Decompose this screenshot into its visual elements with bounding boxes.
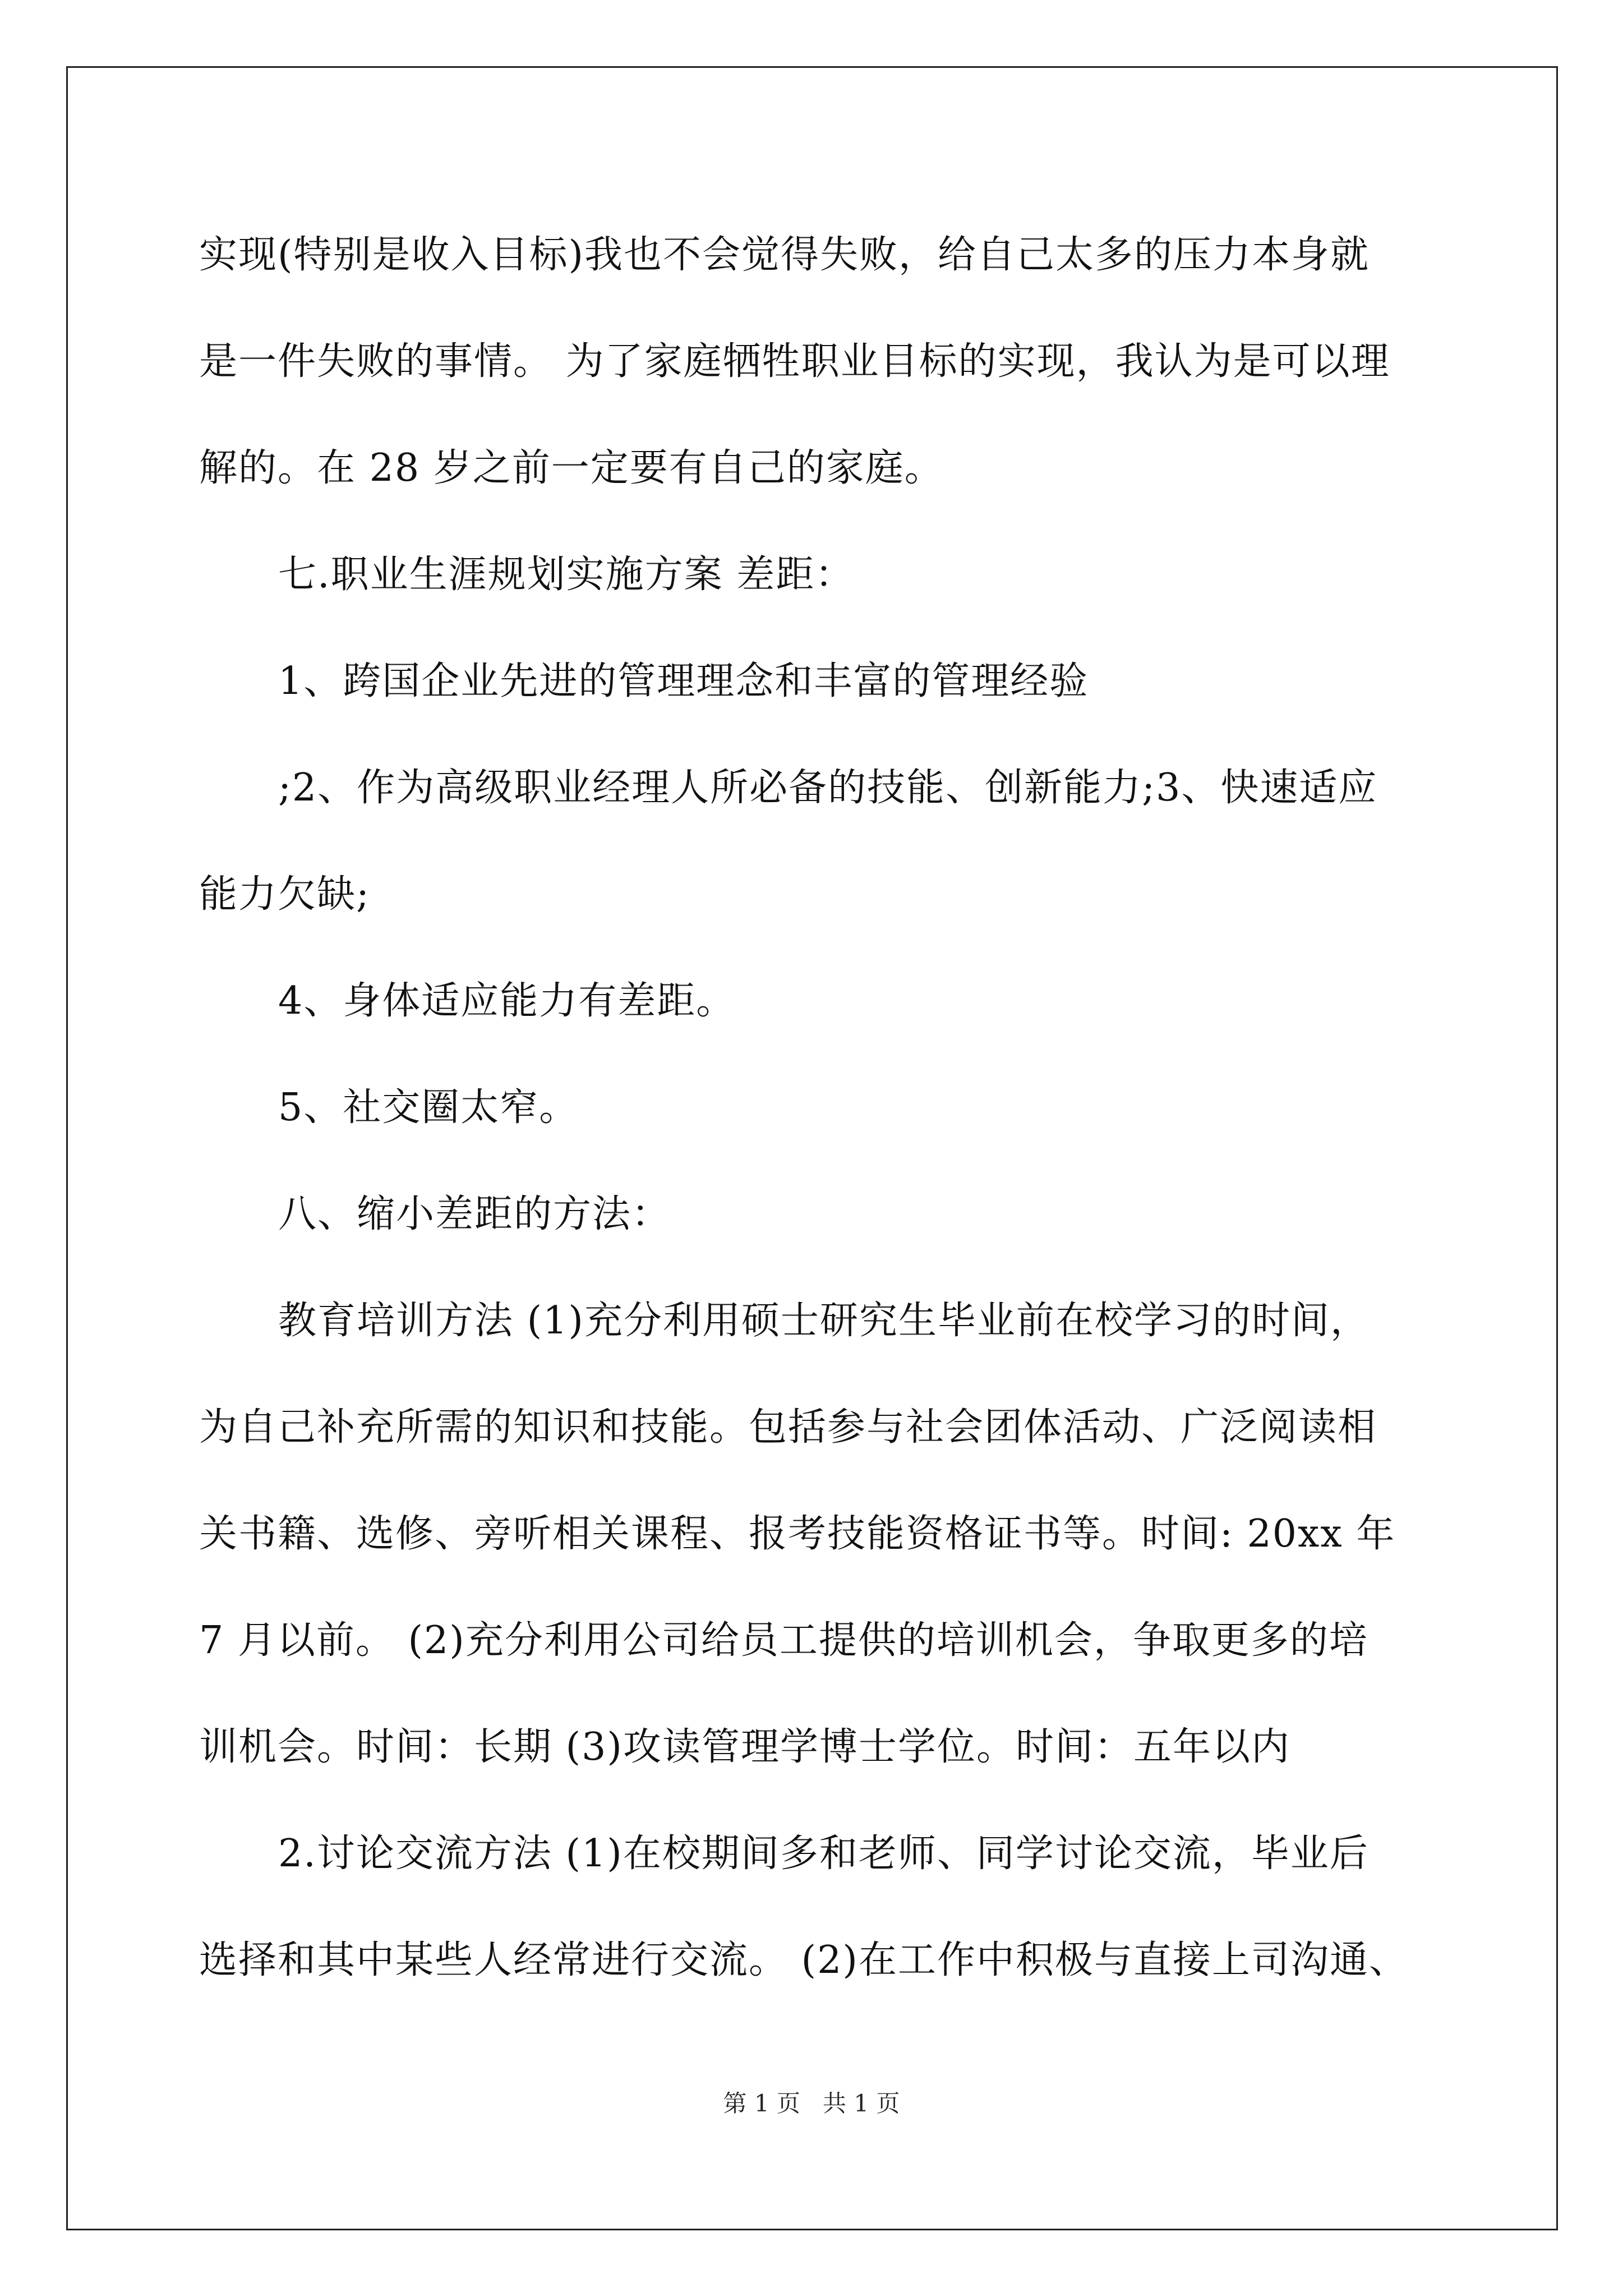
list-item: 5、社交圈太窄。 <box>278 1085 579 1130</box>
list-item: ;2、作为高级职业经理人所必备的技能、创新能力;3、快速适应 <box>278 766 1378 810</box>
text-line: 是一件失败的事情。 为了家庭牺牲职业目标的实现，我认为是可以理 <box>199 339 1390 384</box>
list-item: 1、跨国企业先进的管理理念和丰富的管理经验 <box>278 659 1089 703</box>
page-number: 第 1 页 共 1 页 <box>723 2090 900 2117</box>
text-line: 7 月以前。 (2)充分利用公司给员工提供的培训机会，争取更多的培 <box>199 1618 1368 1663</box>
text-line: 教育培训方法 (1)充分利用硕士研究生毕业前在校学习的时间， <box>278 1299 1370 1343</box>
text-line: 2.讨论交流方法 (1)在校期间多和老师、同学讨论交流，毕业后 <box>278 1832 1369 1876</box>
text-line: 选择和其中某些人经常进行交流。 (2)在工作中积极与直接上司沟通、 <box>199 1938 1408 1982</box>
text-line: 为自己补充所需的知识和技能。包括参与社会团体活动、广泛阅读相 <box>199 1405 1377 1450</box>
list-item: 4、身体适应能力有差距。 <box>278 979 736 1023</box>
text-line: 实现(特别是收入目标)我也不会觉得失败，给自己太多的压力本身就 <box>199 233 1370 277</box>
text-line: 训机会。时间：长期 (3)攻读管理学博士学位。时间：五年以内 <box>199 1725 1290 1769</box>
section-heading: 八、缩小差距的方法： <box>278 1192 671 1236</box>
text-line: 关书籍、选修、旁听相关课程、报考技能资格证书等。时间: 20xx 年 <box>199 1512 1396 1556</box>
text-line: 能力欠缺; <box>199 872 370 917</box>
section-heading: 七.职业生涯规划实施方案 差距： <box>278 553 855 597</box>
text-line: 解的。在 28 岁之前一定要有自己的家庭。 <box>199 446 944 490</box>
